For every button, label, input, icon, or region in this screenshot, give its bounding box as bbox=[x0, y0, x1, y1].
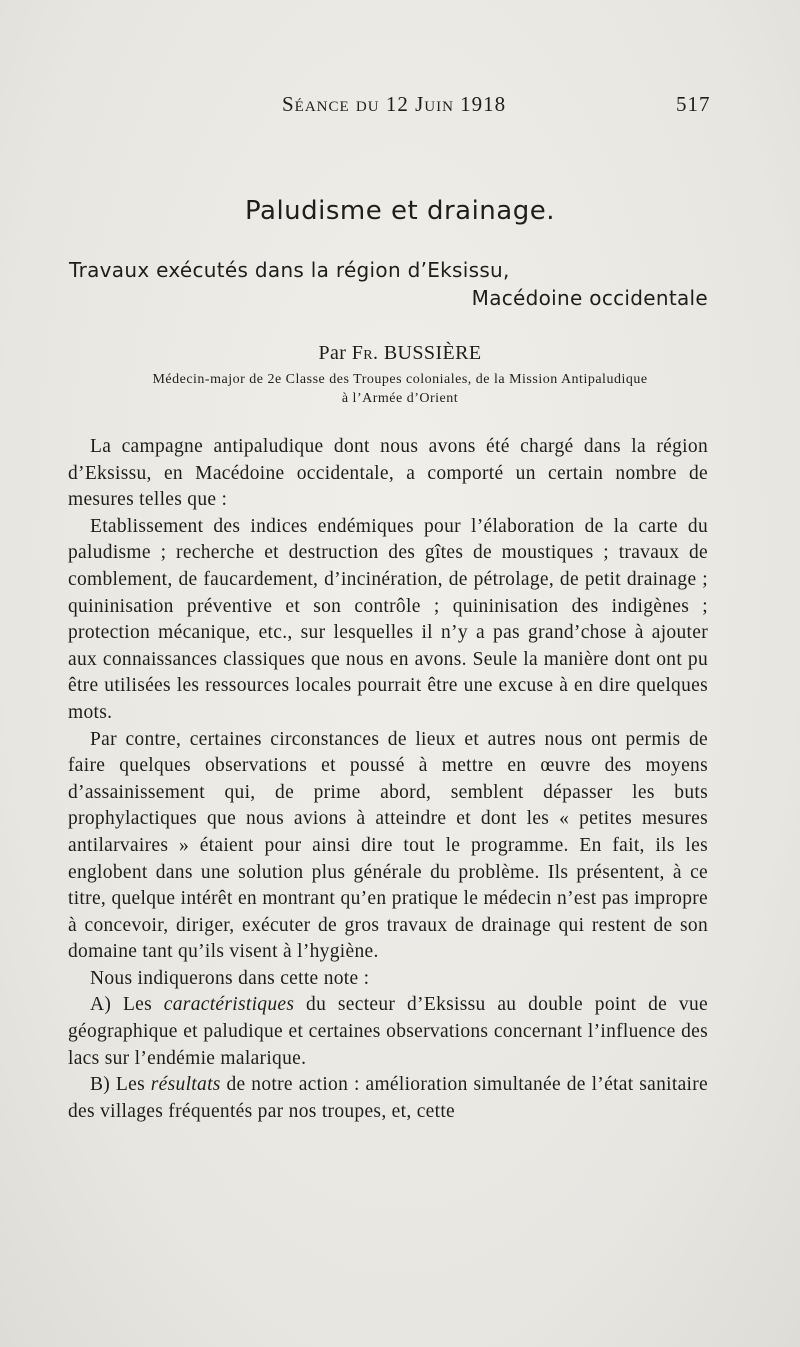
paragraph-6 bbox=[68, 1072, 708, 1125]
running-title: Séance du 12 Juin 1918 bbox=[282, 92, 507, 116]
affiliation-line-2: à l’Armée d’Orient bbox=[341, 391, 459, 406]
article-body bbox=[68, 434, 708, 1125]
paragraph-4: Nous indiquerons dans cette note : bbox=[90, 967, 370, 989]
paragraph-6-rest: de notre action : amélioration simultanée de l’état sanitaire des villages fréquentés par nos troupes, et, cette bbox=[68, 1074, 708, 1122]
paragraph-3: Par contre, certaines circonstances de lieux et autres nous ont permis de faire quelques observations et poussé à mettre en œuvre des moyens d’assainissement qui, de prime abord, semblent dépasser les buts prophylactiques que nous avions à atteindre et dont les « petites mesures antilarvaires » étaient pour ainsi dire tout le programme. En fait, ils les englobent dans une solution plus générale du problème. Ils présentent, à ce titre, quelque intérêt en montrant qu’en pratique le médecin n’est pas impropre à concevoir, diriger, exécuter de gros travaux de drainage qui restent de son domaine tant qu’ils visent à l’hygiène. bbox=[68, 728, 708, 963]
running-header bbox=[0, 92, 800, 122]
paragraph-5-lead: A) Les bbox=[90, 994, 164, 1016]
affiliation-line-1: Médecin-major de 2e Classe des Troupes coloniales, de la Mission Antipaludique bbox=[152, 372, 648, 387]
paragraph-6-emphasis: résultats bbox=[150, 1074, 221, 1096]
author-affiliation bbox=[60, 370, 740, 408]
paragraph-6-lead: B) Les bbox=[90, 1074, 151, 1096]
byline-prefix: Par bbox=[318, 342, 352, 364]
byline-author-name: BUSSIÈRE bbox=[378, 342, 482, 364]
paragraph-5-rest: du secteur d’Eksissu au double point de vue géographique et paludique et certaines observations concernant l’influence des lacs sur l’endémie malarique. bbox=[68, 994, 708, 1069]
paragraph-1: La campagne antipaludique dont nous avons été chargé dans la région d’Eksissu, en Macédoine occidentale, a comporté un certain nombre de mesures telles que : bbox=[68, 436, 708, 511]
article-subtitle-line2: Macédoine occidentale bbox=[471, 286, 708, 310]
article-title: Paludisme et drainage. bbox=[245, 196, 555, 226]
page-number: 517 bbox=[676, 92, 711, 116]
byline bbox=[0, 342, 800, 365]
paragraph-5-emphasis: caractéristiques bbox=[163, 994, 295, 1016]
paragraph-2: Etablissement des indices endémiques pour l’élaboration de la carte du paludisme ; recherche et destruction des gîtes de moustiques ; travaux de comblement, de faucardement, d’incinération, de pétrolage, de petit drainage ; quininisation préventive et son contrôle ; quininisation des indigènes ; protection mécanique, etc., sur lesquelles il n’y a pas grand’chose à ajouter aux connaissances classiques que nous en avons. Seule la manière dont ont pu être utilisées les ressources locales pourrait être une excuse à en dire quelques mots. bbox=[68, 515, 708, 723]
paragraph-5 bbox=[68, 992, 708, 1072]
article-subtitle-line1: Travaux exécutés dans la région d’Eksissu, bbox=[69, 258, 510, 282]
byline-initial: Fr. bbox=[351, 342, 379, 364]
